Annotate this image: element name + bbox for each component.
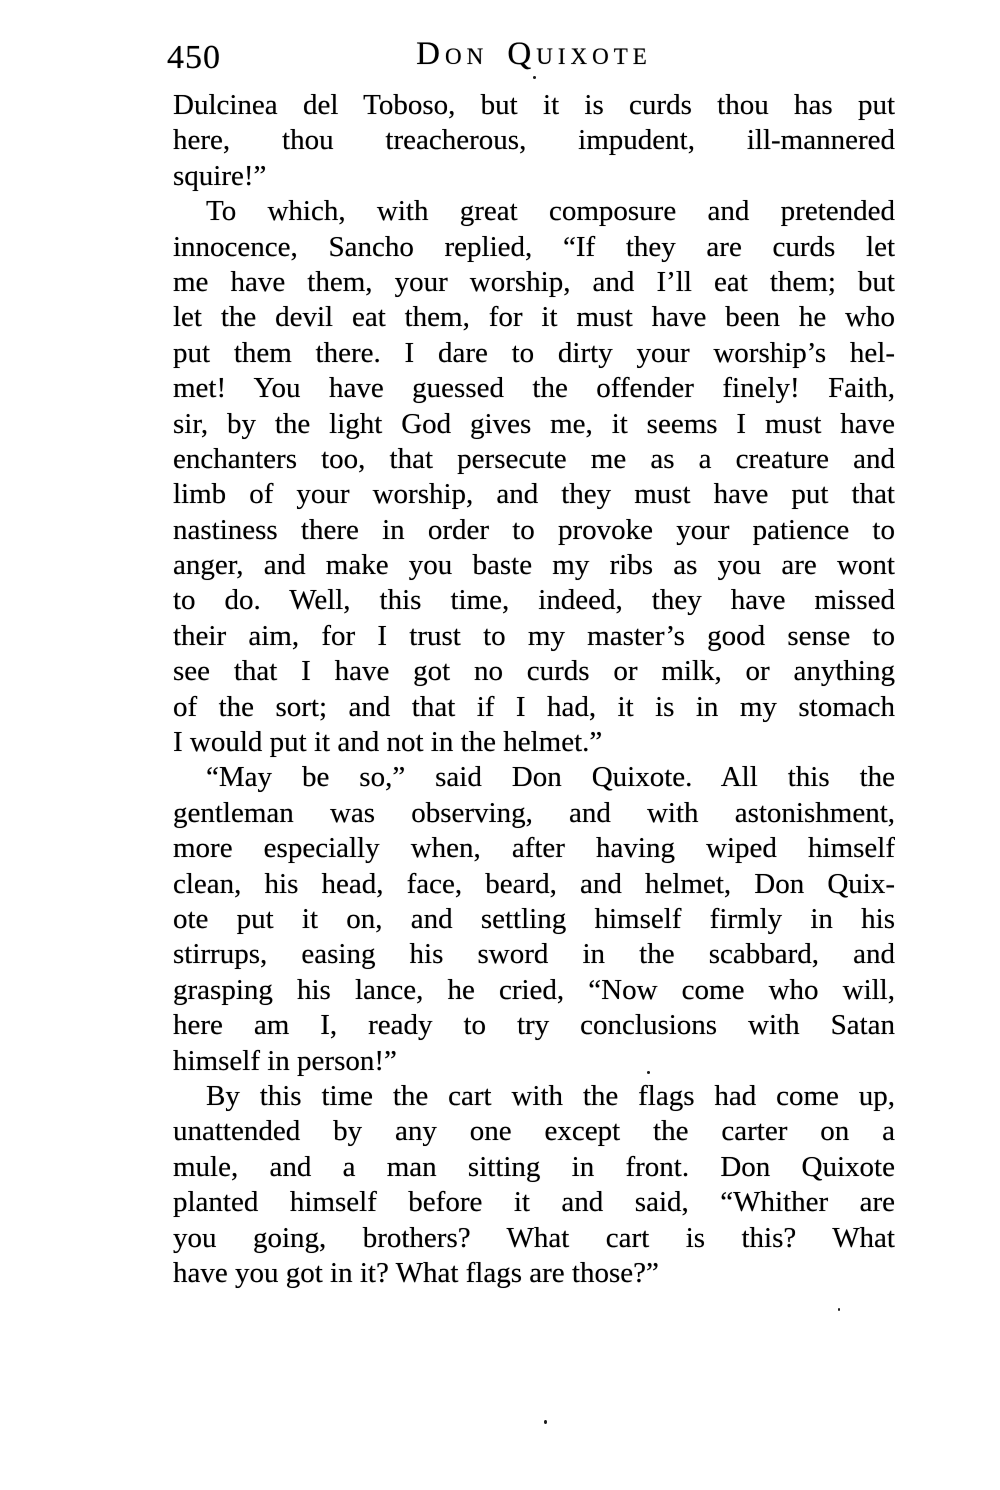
text-line: nastiness there in order to provoke your patience to (173, 513, 895, 546)
text-line: me have them, your worship, and I’ll eat them; but (173, 265, 895, 298)
text-line: of the sort; and that if I had, it is in my stomach (173, 690, 895, 723)
text-line: gentleman was observing, and with astonishment, (173, 796, 895, 829)
text-line: planted himself before it and said, “Whither are (173, 1186, 895, 1219)
ink-speck (647, 1071, 650, 1074)
text-line: squire!” (173, 159, 267, 192)
paragraph-3 (173, 760, 895, 1079)
text-line: anger, and make you baste my ribs as you are wont (173, 549, 895, 582)
page-number: 450 (167, 39, 221, 76)
text-line: more especially when, after having wiped himself (173, 832, 895, 865)
text-line: enchanters too, that persecute me as a creature and (173, 442, 895, 475)
ink-speck (838, 1308, 840, 1311)
body-text (173, 88, 895, 1291)
text-line: here, thou treacherous, impudent, ill-mannered (173, 124, 895, 157)
text-line: grasping his lance, he cried, “Now come who will, (173, 973, 895, 1006)
text-line: himself in person!” (173, 1044, 397, 1077)
text-line: innocence, Sancho replied, “If they are curds let (173, 230, 895, 263)
paragraph-2 (173, 194, 895, 760)
text-line: limb of your worship, and they must have put that (173, 478, 895, 511)
text-line: here am I, ready to try conclusions with Satan (173, 1009, 895, 1042)
paragraph-4 (173, 1079, 895, 1291)
text-line: put them there. I dare to dirty your worship’s hel- (173, 336, 895, 369)
running-header (167, 36, 895, 78)
paragraph-1 (173, 88, 895, 194)
text-line: I would put it and not in the helmet.” (173, 726, 603, 759)
text-line: you going, brothers? What cart is this? What (173, 1221, 895, 1254)
text-line: to do. Well, this time, indeed, they have missed (173, 584, 895, 617)
text-line: see that I have got no curds or milk, or anything (173, 655, 895, 688)
text-line: unattended by any one except the carter on a (173, 1115, 895, 1148)
text-line: Dulcinea del Toboso, but it is curds thou has put (173, 89, 895, 121)
text-line: By this time the cart with the flags had come up, (206, 1079, 895, 1112)
text-line: clean, his head, face, beard, and helmet, Don Quix- (173, 867, 895, 900)
ink-speck (544, 1420, 547, 1424)
text-line: sir, by the light God gives me, it seems I must have (173, 407, 895, 440)
ink-speck (533, 76, 536, 79)
text-line: met! You have guessed the offender finely! Faith, (173, 372, 895, 405)
text-line: To which, with great composure and pretended (206, 195, 895, 228)
text-line: their aim, for I trust to my master’s good sense to (173, 619, 895, 652)
text-line: stirrups, easing his sword in the scabbard, and (173, 938, 895, 971)
text-line: ote put it on, and settling himself firmly in his (173, 902, 895, 935)
text-line: let the devil eat them, for it must have been he who (173, 301, 895, 334)
text-line: “May be so,” said Don Quixote. All this the (206, 761, 895, 794)
running-title: Don Quixote (416, 36, 652, 72)
text-line: mule, and a man sitting in front. Don Quixote (173, 1150, 895, 1183)
text-line: have you got in it? What flags are those?” (173, 1256, 659, 1289)
